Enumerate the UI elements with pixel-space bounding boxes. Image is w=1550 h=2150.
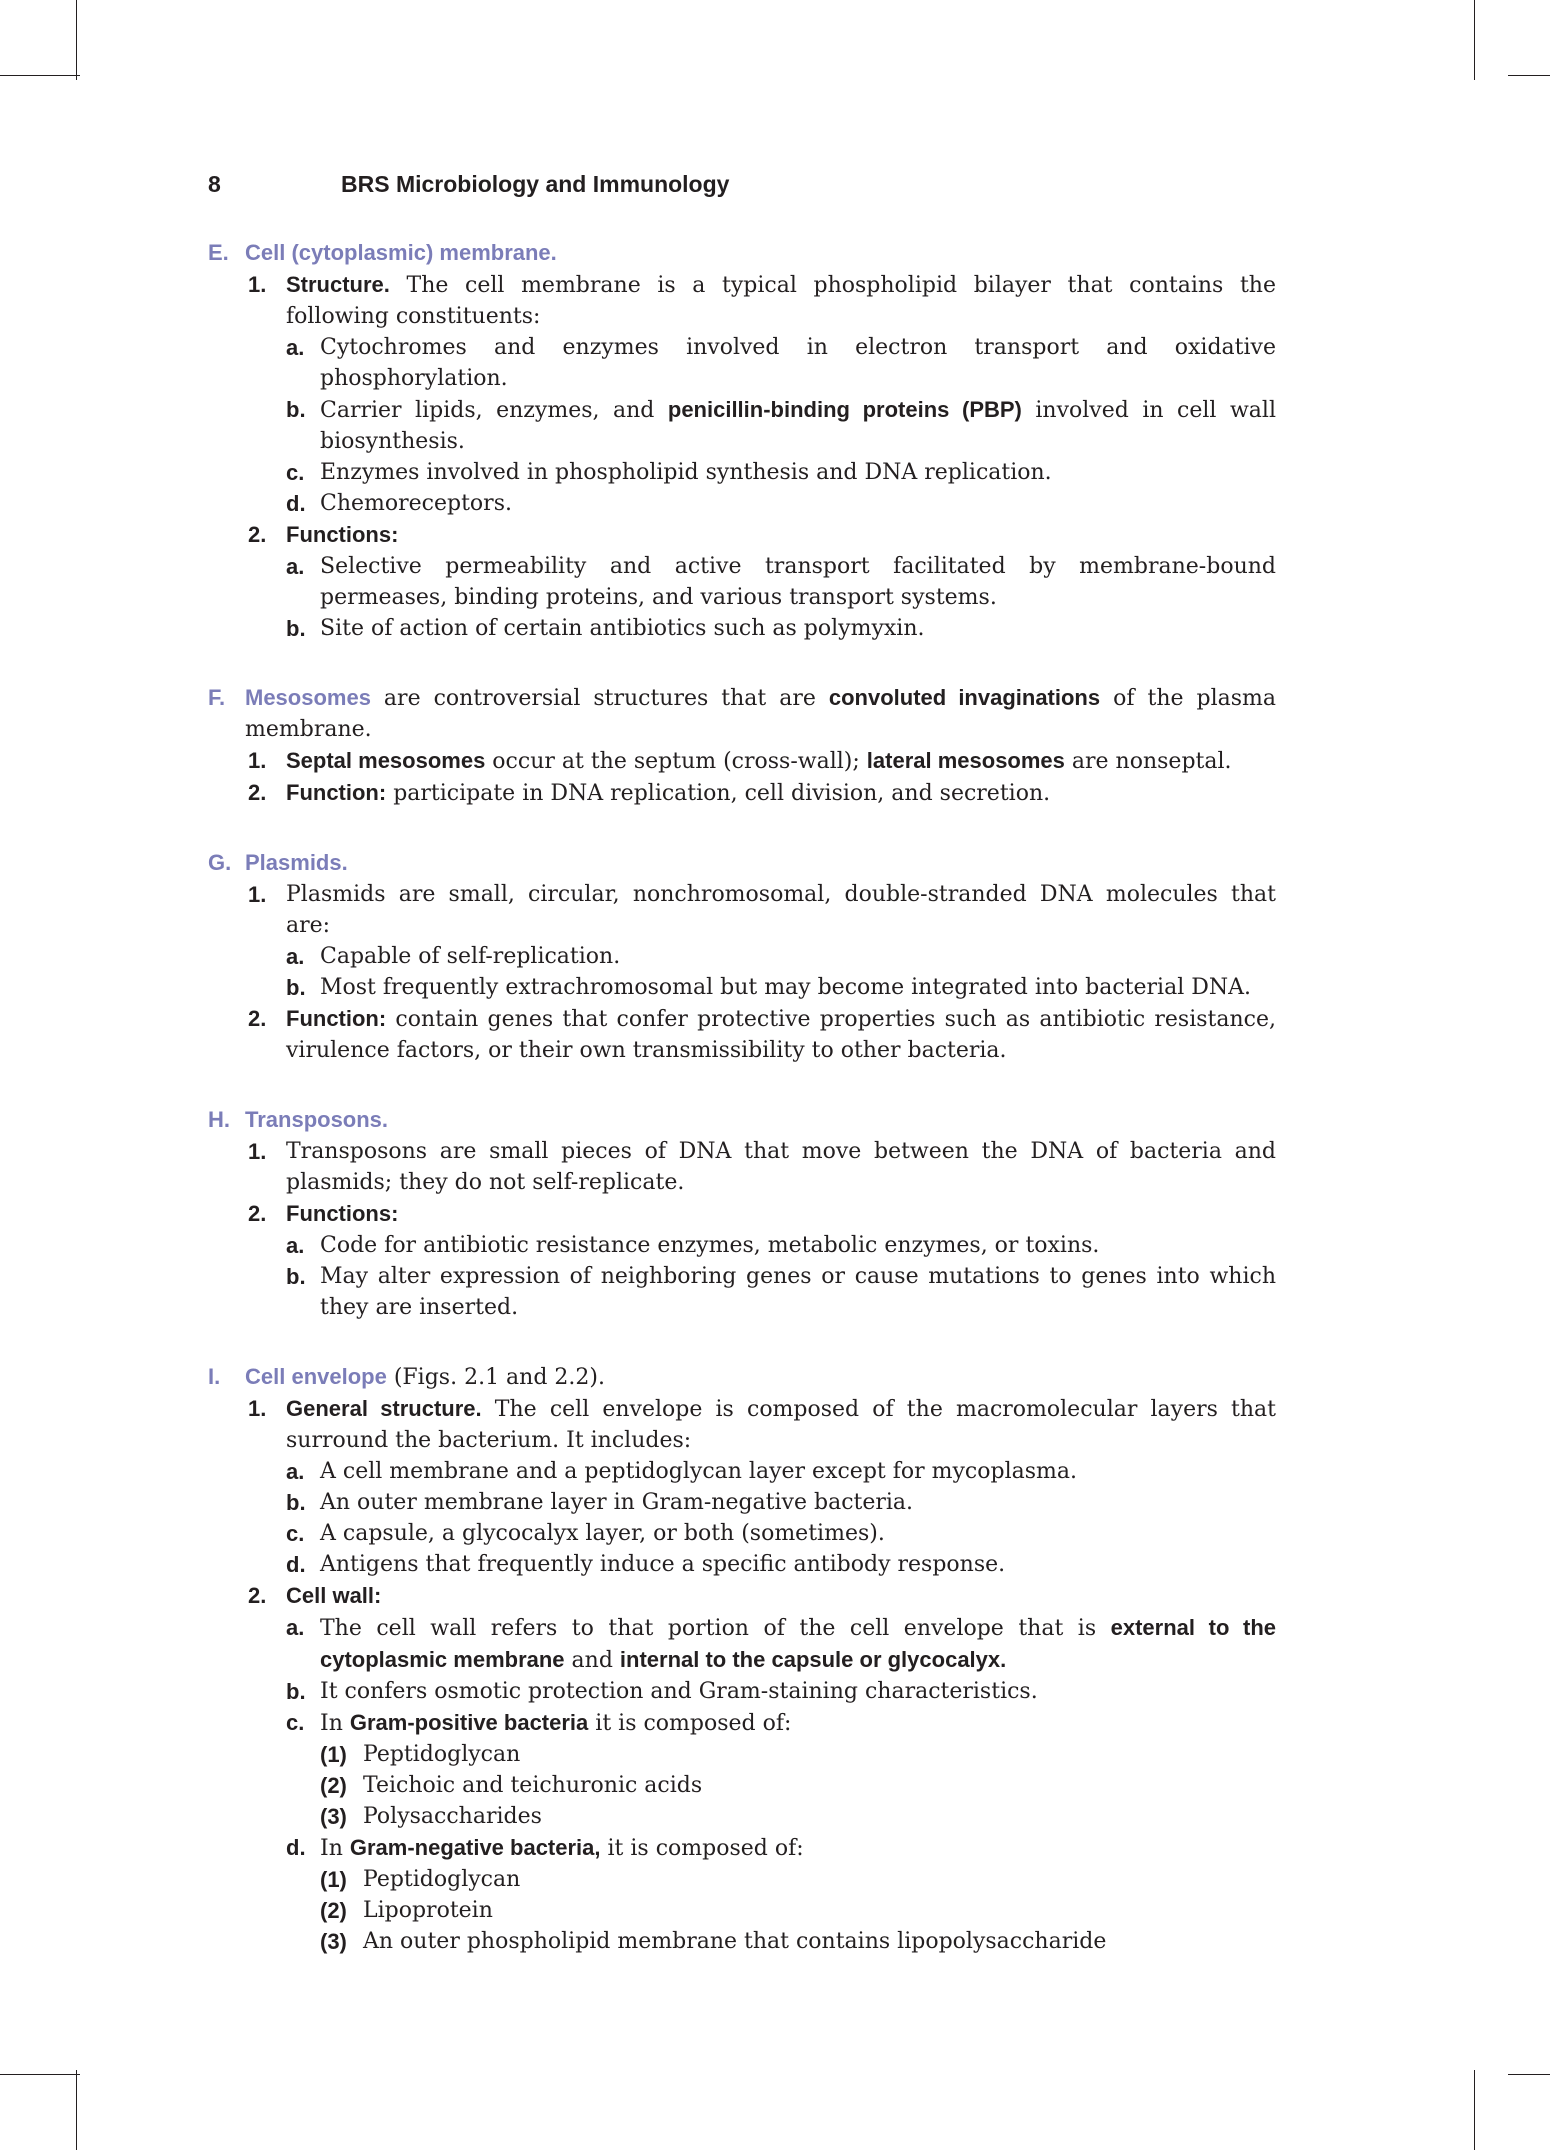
item-marker: b. xyxy=(286,1679,306,1704)
list-item xyxy=(208,332,1276,394)
section-heading xyxy=(208,1104,1276,1136)
list-item xyxy=(208,1926,1276,1957)
bold-term: Cell wall: xyxy=(286,1583,382,1608)
section-marker: I. xyxy=(208,1364,221,1389)
item-marker: (3) xyxy=(320,1804,347,1829)
item-marker: b. xyxy=(286,975,306,1000)
item-text: An outer membrane layer in Gram-negative bacteria. xyxy=(320,1490,914,1515)
item-marker: (1) xyxy=(320,1742,347,1767)
item-text: Peptidoglycan xyxy=(363,1742,521,1767)
list-item xyxy=(208,1230,1276,1261)
list-item xyxy=(208,1801,1276,1832)
item-marker: a. xyxy=(286,335,305,360)
item-marker: d. xyxy=(286,491,306,516)
item-text: In xyxy=(320,1711,350,1736)
item-text: Code for antibiotic resistance enzymes, metabolic enzymes, or toxins. xyxy=(320,1233,1100,1258)
item-text: contain genes that confer protective properties such as antibiotic resistance, virulence factors, or their own transmissibility to other bacteria. xyxy=(286,1007,1276,1063)
crop-mark xyxy=(0,2074,80,2075)
item-marker: c. xyxy=(286,1521,305,1546)
item-text: Plasmids are small, circular, nonchromosomal, double-stranded DNA molecules that are: xyxy=(286,882,1276,938)
item-text: Teichoic and teichuronic acids xyxy=(363,1773,703,1798)
item-marker: 2. xyxy=(248,1006,267,1031)
item-text: A cell membrane and a peptidoglycan layer except for mycoplasma. xyxy=(320,1459,1077,1484)
list-item xyxy=(208,1676,1276,1707)
item-marker: 2. xyxy=(248,780,267,805)
item-text: are nonseptal. xyxy=(1064,749,1232,774)
list-item xyxy=(208,879,1276,941)
item-text: Most frequently extrachromosomal but may become integrated into bacterial DNA. xyxy=(320,975,1251,1000)
crop-mark xyxy=(0,75,80,76)
item-marker: b. xyxy=(286,1264,306,1289)
list-item xyxy=(208,1487,1276,1518)
list-item xyxy=(208,1612,1276,1676)
heading-text: Transposons. xyxy=(245,1107,389,1132)
bold-term: external to the cytoplasmic membrane xyxy=(320,1615,1277,1672)
crop-mark xyxy=(76,2070,77,2150)
list-item xyxy=(208,1832,1276,1864)
item-marker: 1. xyxy=(248,882,267,907)
item-text: Chemoreceptors. xyxy=(320,491,512,516)
list-item xyxy=(208,1580,1276,1612)
item-marker: a. xyxy=(286,1615,305,1640)
list-item xyxy=(208,488,1276,519)
item-text: May alter expression of neighboring genes or cause mutations to genes into which they are inserted. xyxy=(320,1264,1276,1320)
item-marker: (2) xyxy=(320,1773,347,1798)
item-text: Capable of self-replication. xyxy=(320,944,621,969)
bold-term: Septal mesosomes xyxy=(286,748,486,773)
item-text: Selective permeability and active transport facilitated by membrane-bound permeases, binding proteins, and various transport systems. xyxy=(320,554,1276,610)
item-text: Site of action of certain antibiotics such as polymyxin. xyxy=(320,616,925,641)
item-marker: 1. xyxy=(248,748,267,773)
section-cell-membrane xyxy=(208,237,1276,644)
item-marker: b. xyxy=(286,616,306,641)
item-text: Cytochromes and enzymes involved in electron transport and oxidative phosphorylation. xyxy=(320,335,1276,391)
list-item xyxy=(208,519,1276,551)
item-text: The cell wall refers to that portion of the cell envelope that is xyxy=(320,1616,1111,1641)
item-text: Transposons are small pieces of DNA that move between the DNA of bacteria and plasmids; they do not self-replicate. xyxy=(286,1139,1276,1195)
section-mesosomes xyxy=(208,682,1276,809)
item-marker: 2. xyxy=(248,1201,267,1226)
crop-mark xyxy=(1508,75,1550,76)
item-marker: 2. xyxy=(248,1583,267,1608)
item-marker: a. xyxy=(286,1233,305,1258)
item-marker: a. xyxy=(286,1459,305,1484)
item-marker: a. xyxy=(286,944,305,969)
list-item xyxy=(208,613,1276,644)
item-text: it is composed of: xyxy=(588,1711,792,1736)
list-item xyxy=(208,1518,1276,1549)
list-item xyxy=(208,457,1276,488)
item-marker: b. xyxy=(286,1490,306,1515)
item-text: Antigens that frequently induce a specific antibody response. xyxy=(320,1552,1006,1577)
list-item xyxy=(208,1864,1276,1895)
list-item xyxy=(208,1770,1276,1801)
item-text: Enzymes involved in phospholipid synthesis and DNA replication. xyxy=(320,460,1052,485)
item-text: it is composed of: xyxy=(600,1836,804,1861)
item-text: The cell envelope is composed of the macromolecular layers that surround the bacterium. It includes: xyxy=(286,1397,1277,1453)
page-number: 8 xyxy=(208,171,221,197)
list-item xyxy=(208,1003,1276,1066)
item-marker: (1) xyxy=(320,1867,347,1892)
list-item xyxy=(208,394,1276,457)
item-marker: 1. xyxy=(248,272,267,297)
list-item xyxy=(208,269,1276,332)
heading-text: Mesosomes xyxy=(245,685,371,710)
item-marker: d. xyxy=(286,1835,306,1860)
bold-term: Function: xyxy=(286,780,387,805)
bold-term: penicillin-binding proteins (PBP) xyxy=(667,397,1022,422)
crop-mark xyxy=(1474,0,1475,80)
bold-term: General structure. xyxy=(286,1396,482,1421)
section-marker: F. xyxy=(208,685,226,710)
item-text: In xyxy=(320,1836,350,1861)
bold-term: Functions: xyxy=(286,1201,399,1226)
item-marker: 1. xyxy=(248,1139,267,1164)
section-heading xyxy=(208,682,1276,745)
list-item xyxy=(208,745,1276,777)
bold-term: Function: xyxy=(286,1006,387,1031)
item-marker: (2) xyxy=(320,1898,347,1923)
item-text: involved in cell wall biosynthesis. xyxy=(320,398,1276,454)
crop-mark xyxy=(1474,2070,1475,2150)
list-item xyxy=(208,1456,1276,1487)
crop-mark xyxy=(1508,2074,1550,2075)
list-item xyxy=(208,1198,1276,1230)
bold-term: Functions: xyxy=(286,522,399,547)
list-item xyxy=(208,551,1276,613)
item-marker: c. xyxy=(286,1710,305,1735)
section-marker: E. xyxy=(208,240,229,265)
section-marker: H. xyxy=(208,1107,230,1132)
item-marker: 2. xyxy=(248,522,267,547)
bold-term: Structure. xyxy=(286,272,390,297)
item-text: occur at the septum (cross-wall); xyxy=(485,749,867,774)
item-text: are controversial structures that are xyxy=(370,686,829,711)
item-text: of the plasma membrane. xyxy=(245,686,1276,742)
item-text: Lipoprotein xyxy=(363,1898,493,1923)
item-marker: 1. xyxy=(248,1396,267,1421)
list-item xyxy=(208,1895,1276,1926)
item-text: Polysaccharides xyxy=(363,1804,542,1829)
list-item xyxy=(208,941,1276,972)
heading-text: Cell (cytoplasmic) membrane. xyxy=(245,240,557,265)
bold-term: lateral mesosomes xyxy=(866,748,1065,773)
list-item xyxy=(208,1393,1276,1456)
item-text: The cell membrane is a typical phospholipid bilayer that contains the following constituents: xyxy=(286,273,1276,329)
book-title: BRS Microbiology and Immunology xyxy=(341,171,730,197)
section-cell-envelope xyxy=(208,1361,1276,1957)
bold-term: internal to the capsule or glycocalyx. xyxy=(619,1647,1007,1672)
item-text: It confers osmotic protection and Gram-staining characteristics. xyxy=(320,1679,1038,1704)
page-body xyxy=(208,237,1276,1995)
item-text: A capsule, a glycocalyx layer, or both (sometimes). xyxy=(320,1521,885,1546)
section-plasmids xyxy=(208,847,1276,1066)
list-item xyxy=(208,1707,1276,1739)
item-text: participate in DNA replication, cell division, and secretion. xyxy=(386,781,1051,806)
section-marker: G. xyxy=(208,850,232,875)
section-heading xyxy=(208,237,1276,269)
item-text: Peptidoglycan xyxy=(363,1867,521,1892)
section-transposons xyxy=(208,1104,1276,1323)
item-text: An outer phospholipid membrane that contains lipopolysaccharide xyxy=(363,1929,1107,1954)
list-item xyxy=(208,1549,1276,1580)
running-head xyxy=(208,171,730,198)
crop-mark xyxy=(76,0,77,80)
item-marker: (3) xyxy=(320,1929,347,1954)
item-text: (Figs. 2.1 and 2.2). xyxy=(386,1365,605,1390)
item-marker: a. xyxy=(286,554,305,579)
list-item xyxy=(208,1739,1276,1770)
bold-term: Gram-positive bacteria xyxy=(349,1710,589,1735)
item-marker: d. xyxy=(286,1552,306,1577)
list-item xyxy=(208,1261,1276,1323)
section-heading xyxy=(208,847,1276,879)
bold-term: convoluted invaginations xyxy=(828,685,1101,710)
item-marker: c. xyxy=(286,460,305,485)
bold-term: Gram-negative bacteria, xyxy=(349,1835,601,1860)
heading-text: Plasmids. xyxy=(245,850,348,875)
item-text: and xyxy=(564,1648,620,1673)
heading-text: Cell envelope xyxy=(245,1364,387,1389)
list-item xyxy=(208,777,1276,809)
section-heading xyxy=(208,1361,1276,1393)
list-item xyxy=(208,972,1276,1003)
item-text: Carrier lipids, enzymes, and xyxy=(320,398,668,423)
list-item xyxy=(208,1136,1276,1198)
item-marker: b. xyxy=(286,397,306,422)
